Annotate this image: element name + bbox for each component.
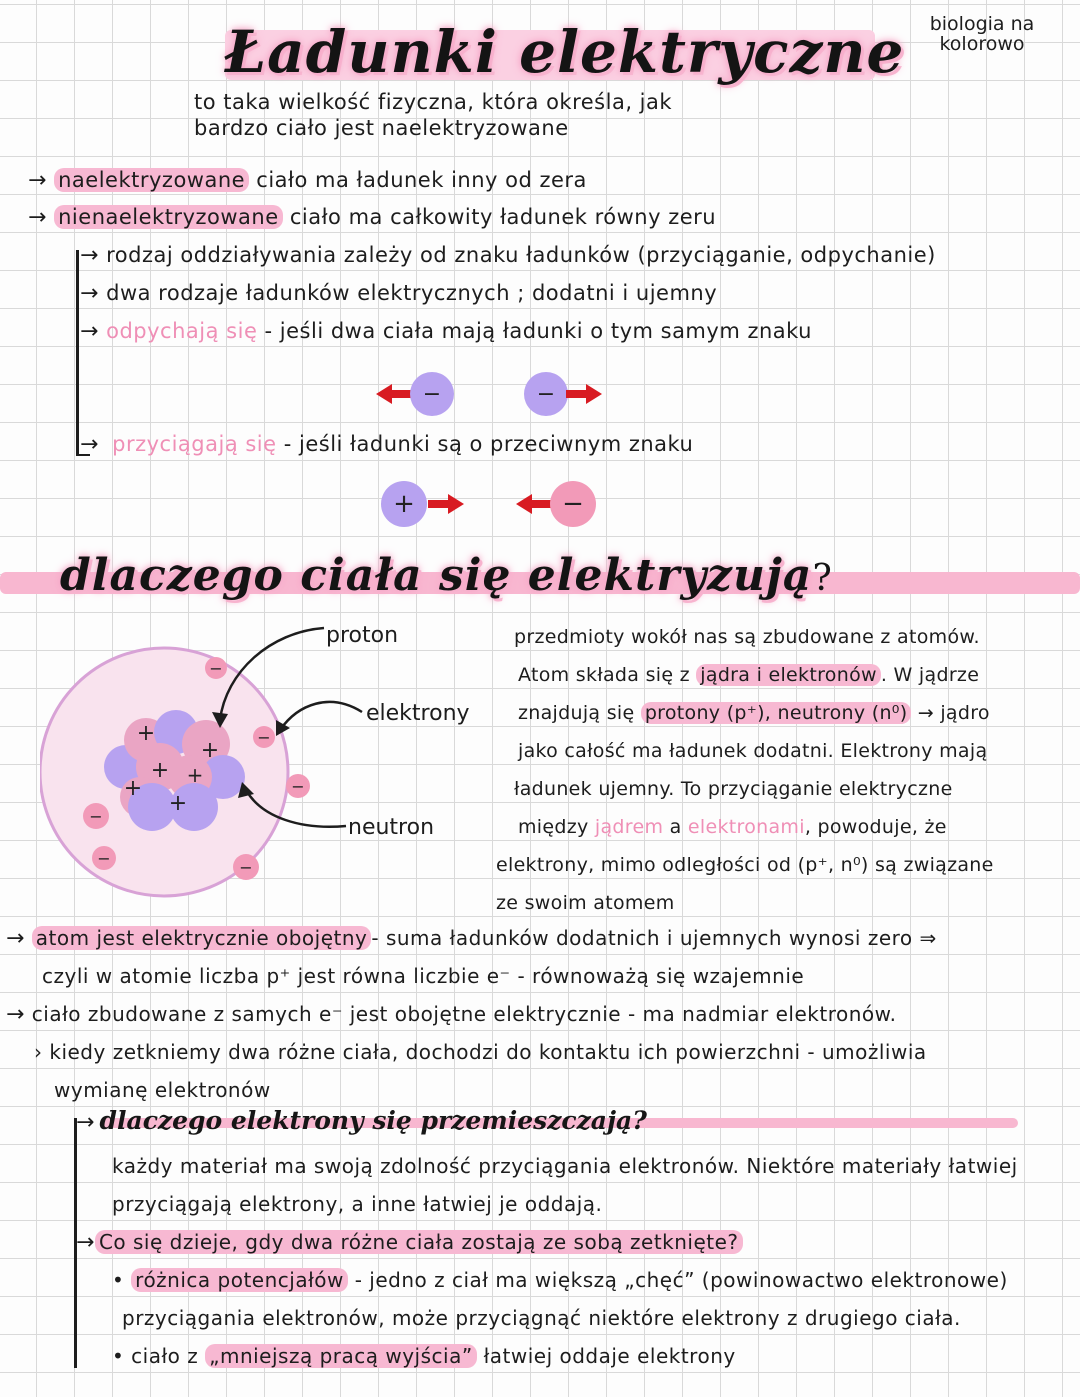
para-line: jako całość ma ładunek dodatni. Elektrony mają	[518, 740, 988, 762]
section-heading-qmark: ?	[812, 558, 833, 599]
fact-attract-text: - jeśli ładunki są o przeciwnym znaku	[283, 432, 694, 456]
fact-neutral	[28, 207, 716, 229]
highlight-nucleus-electrons: jądra i elektronów	[696, 664, 881, 686]
para-text: , powoduje, że	[804, 816, 947, 838]
bottom-line-5: wymianę elektronów	[54, 1078, 271, 1102]
atom-explanation	[496, 618, 994, 922]
para-line: ze swoim atomem	[496, 892, 675, 914]
minus-sign: −	[536, 382, 556, 407]
bottom-text: ciało z	[131, 1344, 199, 1368]
fact-charged-text: ciało ma ładunek inny od zera	[256, 168, 587, 192]
bracket-line	[76, 250, 79, 456]
plus-sign: +	[200, 738, 220, 763]
atom-diagram	[40, 612, 480, 912]
repel-diagram	[370, 368, 610, 420]
bottom-line-7: przyciągają elektrony, a inne łatwiej je oddają.	[112, 1192, 603, 1216]
label-neutron: neutron	[348, 815, 435, 840]
fact-charged	[28, 170, 587, 192]
minus-sign: −	[422, 382, 442, 407]
para-line	[496, 808, 994, 846]
label-proton: proton	[326, 623, 399, 648]
arrow-icon: →	[76, 1110, 95, 1135]
fact-two-kinds	[80, 283, 717, 305]
term-electrons: elektronami	[687, 816, 805, 838]
plus-sign: +	[136, 721, 156, 746]
fact-neutral-text: ciało ma całkowity ładunek równy zeru	[289, 205, 717, 229]
minus-sign: −	[97, 849, 111, 868]
arrow-icon: →	[76, 1230, 95, 1255]
arrow-icon: →	[6, 1002, 25, 1027]
para-text: między	[518, 816, 589, 838]
arrow-icon: →	[6, 926, 25, 951]
plus-sign: +	[150, 758, 170, 783]
plus-sign: +	[186, 763, 204, 787]
fact-attract	[80, 434, 693, 456]
arrow-icon: →	[80, 243, 99, 268]
bottom-text: - jedno z ciał ma większą „chęć” (powinowactwo elektronowe)	[354, 1268, 1008, 1292]
para-line: elektrony, mimo odległości od (p⁺, n⁰) są związane	[496, 854, 994, 876]
left-arrow-icon	[376, 384, 412, 404]
para-text: a	[669, 816, 682, 838]
attract-diagram	[378, 478, 604, 532]
fact-two-kinds-text: dwa rodzaje ładunków elektrycznych ; dodatni i ujemny	[106, 281, 718, 305]
para-line	[496, 656, 994, 694]
term-repel: odpychają się	[106, 319, 258, 343]
para-text: . W jądrze	[880, 664, 980, 686]
arrow-icon: →	[80, 319, 99, 344]
bottom-line-2: czyli w atomie liczba p⁺ jest równa liczbie e⁻ - równoważą się wzajemnie	[42, 964, 805, 988]
highlight-question: Co się dzieje, gdy dwa różne ciała zostają ze sobą zetknięte?	[95, 1230, 743, 1254]
term-neutral: nienaelektryzowane	[54, 205, 283, 229]
chevron-right-icon: ›	[34, 1040, 43, 1064]
arrow-icon: →	[28, 168, 47, 193]
arrow-icon: →	[80, 281, 99, 306]
highlight-work-function: „mniejszą pracą wyjścia”	[205, 1344, 477, 1368]
plus-sign: +	[393, 489, 415, 519]
label-electrons: elektrony	[366, 701, 470, 726]
bottom-text: kiedy zetkniemy dwa różne ciała, dochodzi do kontaktu ich powierzchni - umożliwia	[49, 1040, 927, 1064]
plus-sign: +	[123, 776, 143, 801]
subheading-text: dlaczego elektrony się przemieszczają?	[99, 1106, 647, 1135]
para-line: przedmioty wokół nas są zbudowane z atomów.	[514, 626, 980, 648]
para-text: → jądro	[917, 702, 990, 724]
subtitle-line-2: bardzo ciało jest naelektryzowane	[194, 116, 569, 140]
fact-repel-text: - jeśli dwa ciała mają ładunki o tym samym znaku	[264, 319, 812, 343]
section-heading-text: dlaczego ciała się elektryzują	[60, 550, 813, 601]
left-arrow-icon	[516, 494, 552, 514]
para-text: znajdują się	[518, 702, 635, 724]
bottom-line-3	[6, 1004, 897, 1026]
bottom-line-9: przyciągania elektronów, może przyciągnąć niektóre elektrony z drugiego ciała.	[122, 1306, 961, 1330]
fact-interaction-text: rodzaj oddziaływania zależy od znaku ładunków (przyciąganie, odpychanie)	[106, 243, 936, 267]
term-nucleus: jądrem	[594, 816, 664, 838]
bottom-line-10	[112, 1346, 736, 1366]
arrow-icon: →	[28, 205, 47, 230]
bottom-line-6: każdy materiał ma swoją zdolność przyciągania elektronów. Niektóre materiały łatwiej	[112, 1154, 1018, 1178]
brand-label: biologia na kolorowo	[929, 13, 1035, 55]
right-arrow-icon	[566, 384, 602, 404]
term-attract: przyciągają się	[112, 432, 277, 456]
bottom-text: łatwiej oddaje elektrony	[483, 1344, 736, 1368]
bullet-icon: •	[112, 1268, 125, 1292]
minus-sign: −	[257, 728, 271, 747]
bottom-line-8	[112, 1270, 1008, 1290]
minus-sign: −	[562, 489, 584, 519]
subheading	[76, 1106, 647, 1135]
bottom-line-1	[6, 928, 937, 950]
section-heading	[60, 550, 833, 601]
bottom-text: - suma ładunków dodatnich i ujemnych wynosi zero ⇒	[371, 926, 937, 950]
bullet-icon: •	[112, 1344, 125, 1368]
para-text: Atom składa się z	[518, 664, 690, 686]
bottom-question	[76, 1232, 743, 1254]
bottom-text: ciało zbudowane z samych e⁻ jest obojętne elektrycznie - ma nadmiar elektronów.	[31, 1002, 897, 1026]
minus-sign: −	[239, 858, 253, 877]
page-title: Ładunki elektryczne	[225, 18, 905, 86]
highlight-potential-difference: różnica potencjałów	[131, 1268, 348, 1292]
highlight-atom-neutral: atom jest elektrycznie obojętny	[32, 926, 372, 950]
fact-repel	[80, 321, 812, 343]
fact-interaction	[80, 245, 936, 267]
minus-sign: −	[89, 807, 103, 826]
arrow-icon: →	[80, 432, 99, 457]
right-arrow-icon	[428, 494, 464, 514]
electrons-pointer-arrow	[280, 702, 362, 730]
para-line	[496, 694, 994, 732]
plus-sign: +	[168, 791, 188, 816]
highlight-protons-neutrons: protony (p⁺), neutrony (n⁰)	[641, 702, 912, 724]
bottom-line-4	[34, 1042, 927, 1062]
minus-sign: −	[209, 659, 223, 678]
minus-sign: −	[291, 777, 305, 796]
para-line: ładunek ujemny. To przyciąganie elektryczne	[514, 778, 953, 800]
subtitle-line-1: to taka wielkość fizyczna, która określa, jak	[194, 90, 673, 114]
term-charged: naelektryzowane	[54, 168, 249, 192]
